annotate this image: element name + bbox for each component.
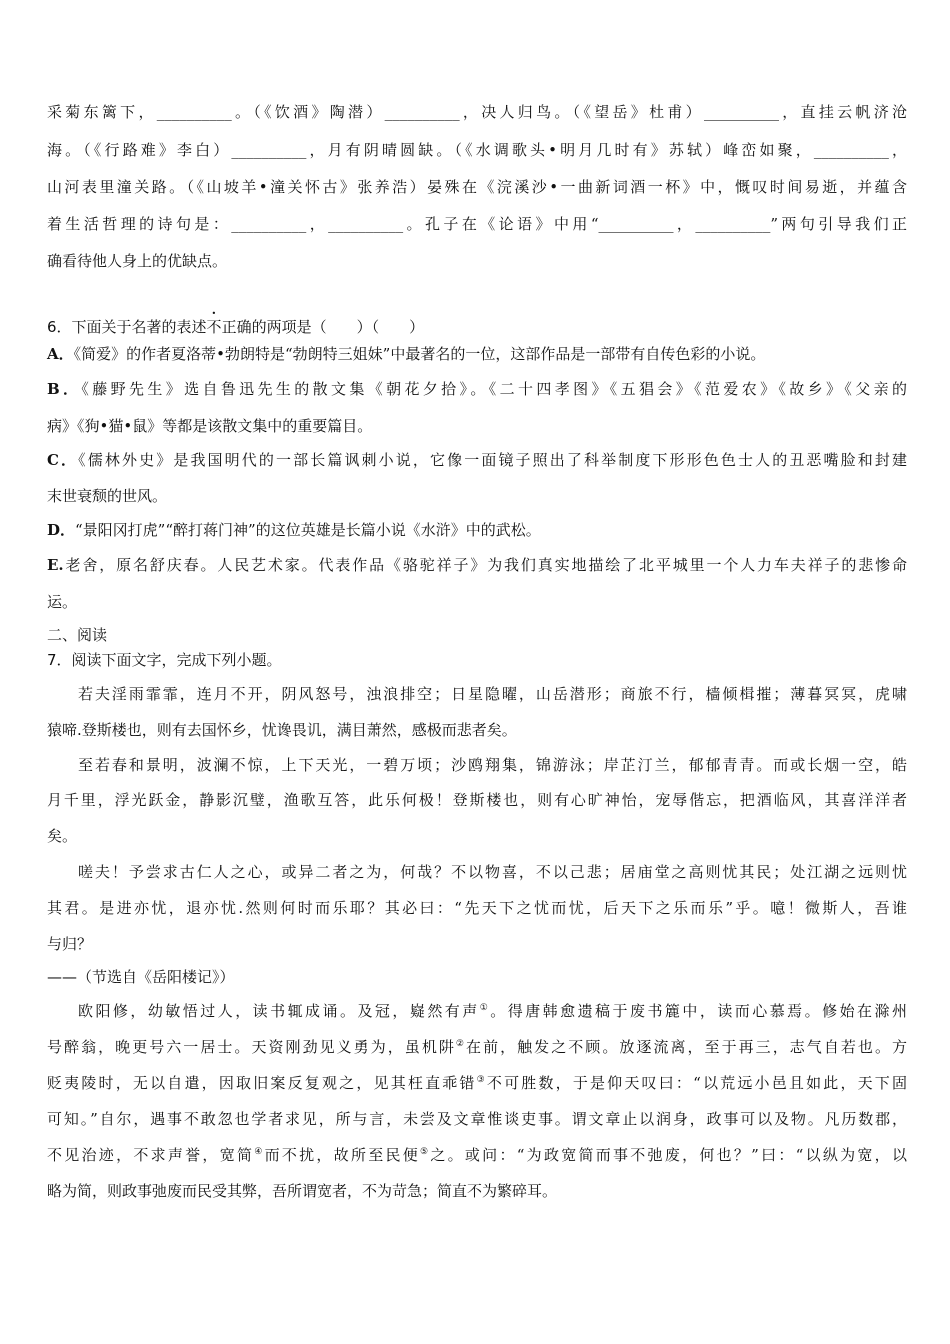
option-a [47,344,907,364]
question-6-stem-after: 正确的两项是（ ）（ ） [221,318,425,336]
passage-1-p1-line-2: 猿啼.登斯楼也，则有去国怀乡，忧谗畏讥，满目萧然，感极而悲者矣。 [47,721,517,739]
question-6-stem [47,309,907,337]
passage-2-text: 号醉翁，晚更号六一居士。天资刚劲见义勇为，虽机阱 [47,1038,456,1056]
option-b-label: B． [47,380,82,398]
option-a-text: 《简爱》的作者夏洛蒂•勃朗特是“勃朗特三姐妹”中最著名的一位，这部作品是一部带有自传色彩的小说。 [73,345,766,363]
fill-blank-line-5: 确看待他人身上的优缺点。 [47,252,228,270]
section-2-title: 二、阅读 [47,626,108,644]
fill-blank-line-3: 山河表里潼关路。（《山坡羊•潼关怀古》张养浩）晏殊在《浣溪沙•一曲新词酒一杯》中，慨叹时间易逝，并蕴含 [47,178,907,196]
option-b-text-1: 《藤野先生》选自鲁迅先生的散文集《朝花夕拾》。《二十四孝图》《五猖会》《范爱农》《故乡》《父亲的 [81,380,907,398]
option-d-text: “景阳冈打虎”“醉打蒋门神”的这位英雄是长篇小说《水浒》中的武松。 [75,521,541,539]
footnote-marker-4: ④ [254,1147,265,1157]
passage-2-text: 贬夷陵时，无以自遣，因取旧案反复观之，见其枉直乖错 [47,1074,477,1092]
option-d-label: D． [47,521,76,539]
option-c-text-1: 《儒林外史》是我国明代的一部长篇讽刺小说，它像一面镜子照出了科举制度下形形色色士人的丑恶嘴脸和封建 [78,451,907,469]
option-c-label: C． [47,451,79,469]
option-b-line-1 [47,379,907,399]
passage-1-p3-line-3: 与归？ [47,935,93,953]
footnote-marker-2: ② [455,1039,467,1049]
option-e-line-2: 运。 [47,593,78,611]
passage-2-text: 不见治迹，不求声誉，宽简 [47,1146,255,1164]
passage-1-p2-line-2: 月千里，浮光跃金，静影沉璧，渔歌互答，此乐何极！登斯楼也，则有心旷神怡，宠辱偕忘，把酒临风，其喜洋洋者 [47,791,907,809]
option-e-label: E. [47,556,64,574]
fill-blank-line-4: 着生活哲理的诗句是：__________，__________。孔子在《论语》中用“__________，__________”两句引导我们正 [47,215,907,233]
passage-2-line-4: 可知。”自尔，遇事不敢忽也学者求见，所与言，未尝及文章惟谈吏事。谓文章止以润身，政事可以及物。凡历数郡， [47,1110,907,1128]
option-c-line-2: 末世衰颓的世风。 [47,487,168,505]
option-e-text-1: 老舍，原名舒庆春。人民艺术家。代表作品《骆驼祥子》为我们真实地描绘了北平城里一个人力车夫祥子的悲惨命 [63,556,907,574]
option-e-line-1 [47,555,907,575]
passage-1-p3-line-1: 嗟夫！予尝求古仁人之心，或异二者之为，何哉？不以物喜，不以己悲；居庙堂之高则忧其民；处江湖之远则忧 [78,863,907,881]
passage-1-p2-line-3: 矣。 [47,827,78,845]
option-a-label: A． [47,345,74,363]
passage-2-line-1 [78,1001,907,1021]
passage-1-source: ——（节选自《岳阳楼记》） [47,968,235,986]
footnote-marker-5: ⑤ [420,1147,431,1157]
passage-2-text: 不可胜数，于是仰天叹曰：“以荒远小邑且如此，天下固 [486,1074,907,1092]
option-b-line-2: 病》《狗•猫•鼠》等都是该散文集中的重要篇目。 [47,417,373,435]
passage-2-line-6: 略为简，则政事弛废而民受其弊，吾所谓宽者，不为苛急；简直不为繁碎耳。 [47,1182,558,1200]
footnote-marker-3: ③ [476,1075,487,1085]
question-7-stem: 7．阅读下面文字，完成下列小题。 [47,651,282,669]
passage-1-p2-line-1: 至若春和景明，波澜不惊，上下天光，一碧万顷；沙鸥翔集，锦游泳；岸芷汀兰，郁郁青青。而或长烟一空，皓 [78,756,907,774]
fill-blank-line-1: 采菊东篱下，__________。（《饮酒》陶潜）__________，决人归鸟。（《望岳》杜甫）__________，直挂云帆济沧 [47,103,907,121]
option-c-line-1 [47,450,907,470]
passage-1-p3-line-2: 其君。是进亦忧，退亦忧.然则何时而乐耶？其必曰：“先天下之忧而忧，后天下之乐而乐”乎。噫！微斯人，吾谁 [47,899,907,917]
passage-2-text: 。得唐韩愈遗稿于废书簏中，读而心慕焉。修始在滁州 [490,1002,907,1020]
fill-blank-line-2: 海。（《行路难》李白）__________，月有阴晴圆缺。（《水调歌头•明月几时有》苏轼）峰峦如聚，__________， [47,141,907,159]
footnote-marker-1: ① [479,1003,491,1013]
passage-1-p1-line-1: 若夫淫雨霏霏，连月不开，阴风怒号，浊浪排空；日星隐曜，山岳潜形；商旅不行，樯倾楫摧；薄暮冥冥，虎啸 [78,685,907,703]
passage-2-line-2 [47,1037,907,1057]
passage-2-text: 而不扰，故所至民便 [264,1146,421,1164]
passage-2-text: 之。或问：“为政宽简而事不弛废，何也？”曰：“以纵为宽，以 [430,1146,907,1164]
question-6-stem-before: 6．下面关于名著的表述 [47,318,207,336]
passage-2-text: 在前，触发之不顾。放逐流离，至于再三，志气自若也。方 [466,1038,907,1056]
option-d [47,520,907,540]
passage-2-line-5 [47,1145,907,1165]
passage-2-text: 欧阳修，幼敏悟过人，读书辄成诵。及冠，嶷然有声 [78,1002,480,1020]
question-6-emphasis: 不 [206,318,222,336]
passage-2-line-3 [47,1073,907,1093]
